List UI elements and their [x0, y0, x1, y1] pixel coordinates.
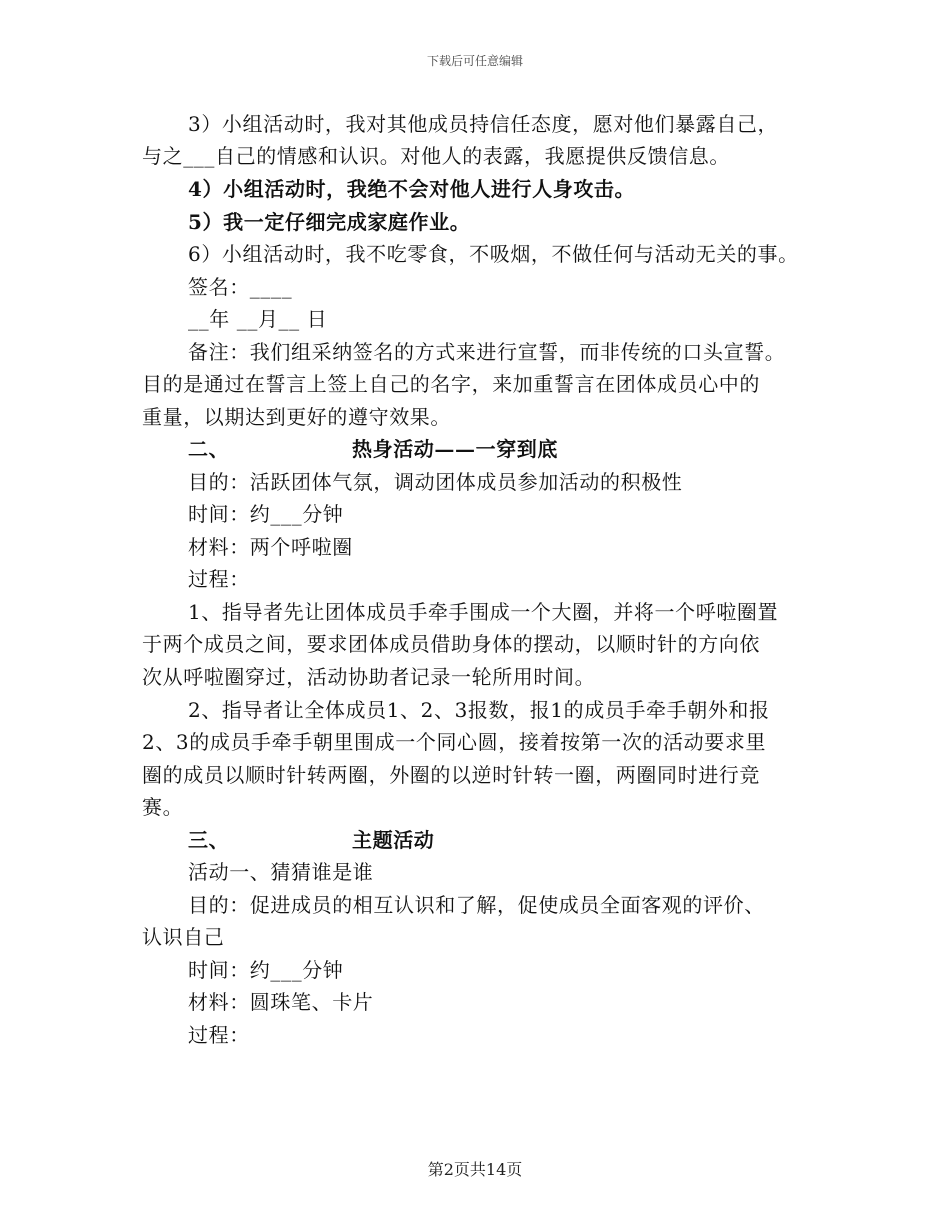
section-number: 三、: [188, 828, 230, 852]
text-line: 赛。: [142, 795, 184, 819]
page-number: 第2页共14页: [427, 1160, 523, 1179]
text-line: 备注：我们组采纳签名的方式来进行宣誓，而非传统的口头宣誓。: [188, 340, 786, 364]
text-line: 6）小组活动时，我不吃零食，不吸烟，不做任何与活动无关的事。: [188, 242, 799, 266]
text-line: 活动一、猜猜谁是谁: [188, 860, 374, 884]
text-line: 认识自己: [142, 925, 225, 949]
text-line: 材料：两个呼啦圈: [188, 535, 353, 559]
text-line: 过程：: [188, 567, 250, 591]
text-line: 2、指导者让全体成员1、2、3报数，报1的成员手牵手朝外和报: [188, 698, 770, 722]
section-number: 二、: [188, 437, 230, 461]
signature-line: 签名：____: [188, 275, 293, 299]
text-line: 1、指导者先让团体成员手牵手围成一个大圈，并将一个呼啦圈置: [188, 600, 779, 624]
text-line: 重量，以期达到更好的遵守效果。: [142, 405, 451, 429]
page-header-note: 下载后可任意编辑: [426, 54, 523, 68]
text-line: 圈的成员以顺时针转两圈，外圈的以逆时针转一圈，两圈同时进行竞: [142, 763, 760, 787]
text-line: 与之___自己的情感和认识。对他人的表露，我愿提供反馈信息。: [142, 144, 730, 168]
text-line: 2、3的成员手牵手朝里围成一个同心圆，接着按第一次的活动要求里: [142, 730, 767, 754]
text-line: 时间：约___分钟: [188, 958, 344, 982]
text-line: 于两个成员之间，要求团体成员借助身体的摆动，以顺时针的方向依: [142, 632, 760, 656]
text-line: 5）我一定仔细完成家庭作业。: [188, 210, 471, 234]
section-title: 热身活动——一穿到底: [352, 437, 558, 461]
section-title: 主题活动: [352, 828, 435, 852]
text-line: 3）小组活动时，我对其他成员持信任态度，愿对他们暴露自己，: [188, 112, 779, 136]
text-line: 时间：约___分钟: [188, 502, 344, 526]
text-line: 次从呼啦圈穿过，活动协助者记录一轮所用时间。: [142, 665, 596, 689]
text-line: 材料：圆珠笔、卡片: [188, 990, 374, 1014]
text-line: 过程：: [188, 1023, 250, 1047]
text-line: 4）小组活动时，我绝不会对他人进行人身攻击。: [188, 177, 636, 201]
text-line: 目的是通过在誓言上签上自己的名字，来加重誓言在团体成员心中的: [142, 372, 760, 396]
date-line: __年 __月__ 日: [188, 307, 328, 331]
text-line: 目的：活跃团体气氛，调动团体成员参加活动的积极性: [188, 470, 683, 494]
text-line: 目的：促进成员的相互认识和了解，促使成员全面客观的评价、: [188, 893, 765, 917]
